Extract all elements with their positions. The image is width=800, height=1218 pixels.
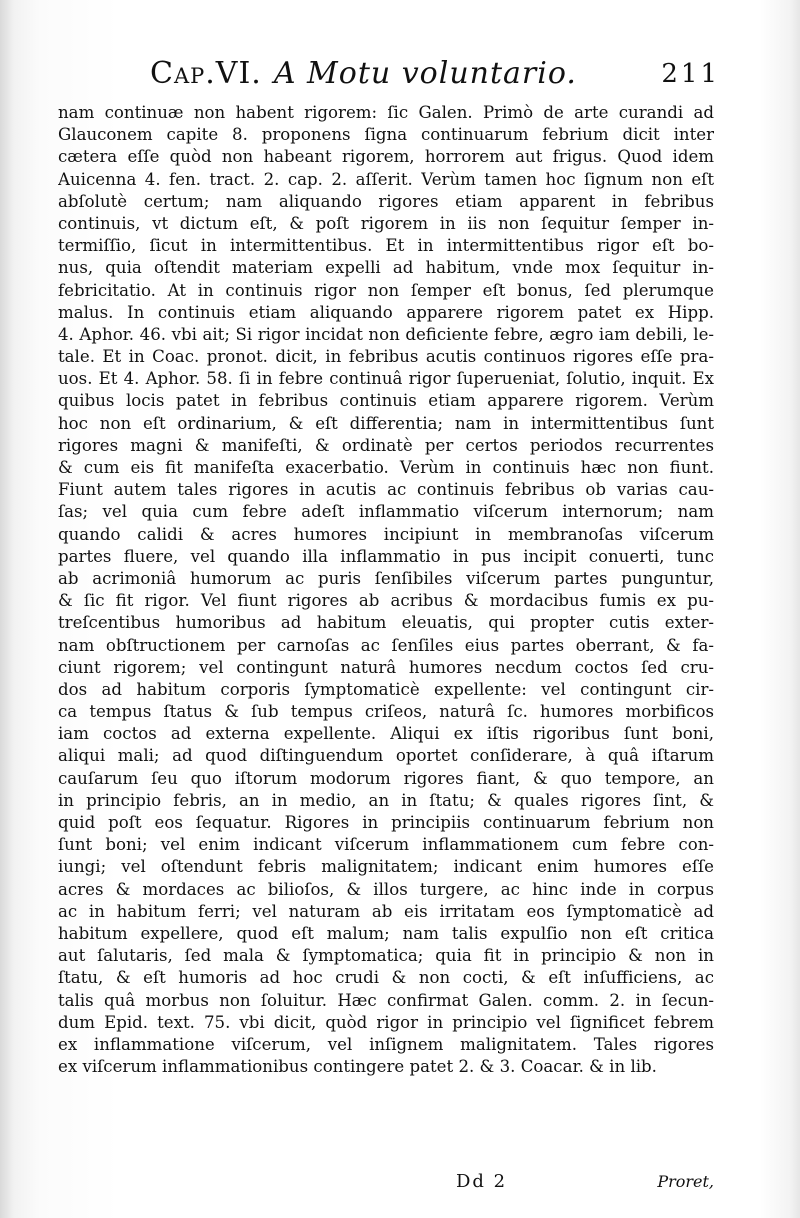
text-line: hoc non eſt ordinarium, & eſt differentia; nam in intermittentibus ſunt bbox=[58, 413, 714, 433]
text-line: acres & mordaces ac bilioſos, & illos turgere, ac hinc inde in corpus bbox=[58, 879, 714, 899]
page-number: 211 bbox=[661, 59, 720, 89]
text-line: nam obſtructionem per carnoſas ac ſenſiles eius partes oberrant, & fa- bbox=[58, 635, 714, 655]
text-line: termiſſio, ſicut in intermittentibus. Et in intermittentibus rigor eſt bo- bbox=[58, 236, 714, 256]
text-line: ex inflammatione viſcerum, vel inſignem malignitatem. Tales rigores bbox=[58, 1034, 714, 1054]
body-text bbox=[58, 102, 714, 1078]
text-line: Glauconem capite 8. proponens ſigna continuarum febrium dicit inter bbox=[58, 125, 714, 145]
text-line: 4. Aphor. 46. vbi ait; Si rigor incidat non deficiente febre, ægro iam debili, le- bbox=[58, 324, 714, 344]
text-line: dos ad habitum corporis ſymptomaticè expellente: vel contingunt cir- bbox=[58, 679, 714, 699]
text-line: ac in habitum ferri; vel naturam ab eis irritatam eos ſymptomaticè ad bbox=[58, 901, 714, 921]
text-line: cætera eſſe quòd non habeant rigorem, horrorem aut frigus. Quod idem bbox=[58, 147, 714, 167]
text-line: ab acrimoniâ humorum ac puris ſenſibiles viſcerum partes punguntur, bbox=[58, 568, 714, 588]
text-line: dum Epid. text. 75. vbi dicit, quòd rigor in principio vel ſignificet febrem bbox=[58, 1012, 714, 1032]
text-line: quando calidi & acres humores incipiunt in membranoſas viſcerum bbox=[58, 524, 714, 544]
text-line: quid poſt eos ſequatur. Rigores in principiis continuarum febrium non bbox=[58, 813, 714, 832]
text-line: malus. In continuis etiam aliquando apparere rigorem patet ex Hipp. bbox=[58, 302, 714, 322]
catchword: Proret, bbox=[657, 1172, 714, 1191]
text-line: abſolutè certum; nam aliquando rigores etiam apparent in febribus bbox=[58, 191, 714, 211]
text-line: partes fluere, vel quando illa inflammatio in pus incipit conuerti, tunc bbox=[58, 546, 714, 566]
text-line: in principio febris, an in medio, an in ſtatu; & quales rigores ſint, & bbox=[58, 790, 714, 810]
chapter-title: A Motu voluntario. bbox=[273, 56, 577, 91]
text-line: ciunt rigorem; vel contingunt naturâ humores necdum coctos ſed cru- bbox=[58, 657, 714, 677]
text-line: cauſarum ſeu quo iſtorum modorum rigores fiant, & quo tempore, an bbox=[58, 768, 714, 788]
text-line: continuis, vt dictum eſt, & poſt rigorem in iis non ſequitur ſemper in- bbox=[58, 213, 714, 233]
text-line: ſunt boni; vel enim indicant viſcerum inflammationem cum febre con- bbox=[58, 835, 714, 855]
text-line: treſcentibus humoribus ad habitum eleuatis, qui propter cutis exter- bbox=[58, 613, 714, 633]
signature-mark: Dd 2 bbox=[456, 1171, 508, 1192]
page-footer bbox=[58, 1168, 714, 1196]
text-line: ſtatu, & eſt humoris ad hoc crudi & non cocti, & eſt inſufficiens, ac bbox=[58, 968, 714, 988]
text-line: ex viſcerum inflammationibus contingere patet 2. & 3. Coacar. & in lib. bbox=[58, 1057, 657, 1077]
text-line: iam coctos ad externa expellente. Aliqui ex iſtis rigoribus ſunt boni, bbox=[58, 724, 714, 744]
text-line: uos. Et 4. Aphor. 58. ſi in febre continuâ rigor ſuperueniat, ſolutio, inquit. Ex bbox=[58, 369, 714, 389]
text-line: habitum expellere, quod eſt malum; nam talis expulſio non eſt critica bbox=[58, 923, 714, 943]
page-header bbox=[150, 52, 720, 96]
text-line: tale. Et in Coac. pronot. dicit, in febribus acutis continuos rigores eſſe pra- bbox=[58, 347, 714, 367]
text-line: ca tempus ſtatus & ſub tempus criſeos, naturâ ſc. humores morbificos bbox=[58, 702, 714, 722]
text-line: quibus locis patet in febribus continuis etiam apparere rigorem. Verùm bbox=[58, 391, 714, 411]
text-line: rigores magni & manifeſti, & ordinatè per certos periodos recurrentes bbox=[58, 435, 714, 455]
text-line: aliqui mali; ad quod diſtinguendum oportet conſiderare, à quâ iſtarum bbox=[58, 746, 714, 766]
text-line: talis quâ morbus non ſoluitur. Hæc confirmat Galen. comm. 2. in ſecun- bbox=[58, 990, 714, 1010]
text-line: & cum eis fit manifeſta exacerbatio. Verùm in continuis hæc non fiunt. bbox=[58, 458, 714, 477]
text-line: Auicenna 4. fen. tract. 2. cap. 2. aſſerit. Verùm tamen hoc ſignum non eſt bbox=[58, 169, 714, 189]
text-line: nam continuæ non habent rigorem: ſic Galen. Primò de arte curandi ad bbox=[58, 103, 714, 122]
running-head bbox=[150, 52, 577, 96]
text-line: ſas; vel quia cum febre adeſt inflammatio viſcerum internorum; nam bbox=[58, 502, 714, 522]
text-line: iungi; vel oſtendunt febris malignitatem; indicant enim humores eſſe bbox=[58, 857, 714, 877]
text-line: Fiunt autem tales rigores in acutis ac continuis febribus ob varias cau- bbox=[58, 480, 714, 500]
text-line: & ſic fit rigor. Vel fiunt rigores ab acribus & mordacibus fumis ex pu- bbox=[58, 591, 714, 611]
text-line: febricitatio. At in continuis rigor non ſemper eſt bonus, ſed plerumque bbox=[58, 280, 714, 300]
chapter-number: Cap.VI. bbox=[150, 56, 262, 91]
text-line: aut ſalutaris, ſed mala & ſymptomatica; quia fit in principio & non in bbox=[58, 946, 714, 966]
text-line: nus, quia oſtendit materiam expelli ad habitum, vnde mox ſequitur in- bbox=[58, 258, 714, 278]
